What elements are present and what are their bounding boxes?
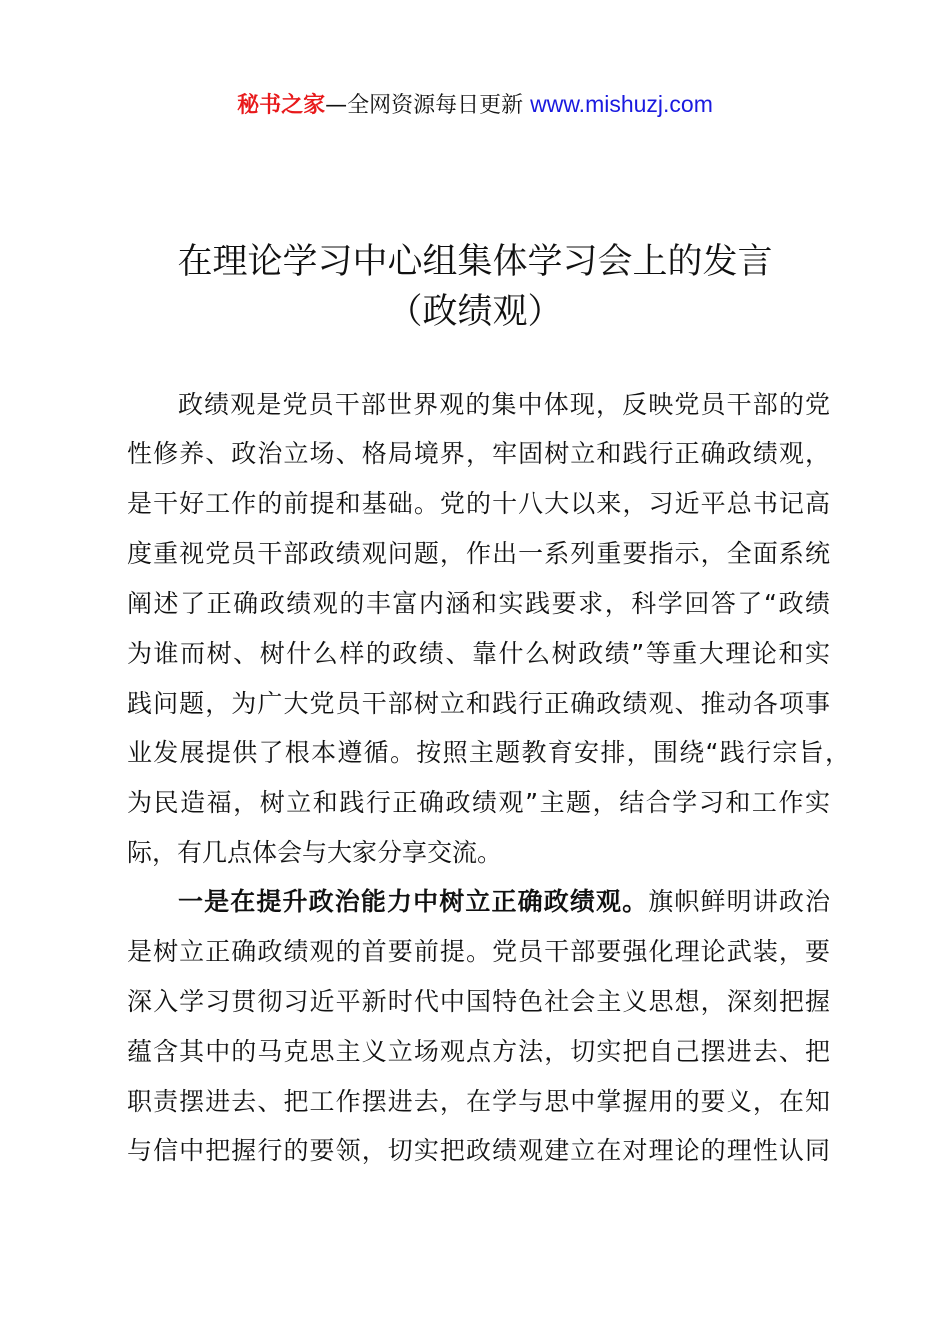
text-line: 践问题，为广大党员干部树立和践行正确政绩观、推动各项事 <box>127 689 830 718</box>
section-heading: 一是在提升政治能力中树立正确政绩观。 <box>178 887 649 916</box>
document-title: 在理论学习中心组集体学习会上的发言 <box>177 242 773 282</box>
text-span: 旗帜鲜明讲政治 <box>648 887 830 916</box>
text-line: 职责摆进去、把工作摆进去，在学与思中掌握用的要义，在知 <box>127 1087 830 1116</box>
text-line: 深入学习贯彻习近平新时代中国特色社会主义思想，深刻把握 <box>127 987 830 1016</box>
site-url-link[interactable]: www.mishuzj.com <box>530 91 713 117</box>
text-line: 蕴含其中的马克思主义立场观点方法，切实把自己摆进去、把 <box>127 1037 830 1066</box>
header-slogan: —全网资源每日更新 <box>325 93 531 118</box>
text-line: 政绩观是党员干部世界观的集中体现，反映党员干部的党 <box>178 390 830 419</box>
text-line: 度重视党员干部政绩观问题，作出一系列重要指示，全面系统 <box>127 539 830 568</box>
text-line: 阐述了正确政绩观的丰富内涵和实践要求，科学回答了“政绩 <box>127 589 830 618</box>
text-line: 是干好工作的前提和基础。党的十八大以来，习近平总书记高 <box>127 489 830 518</box>
text-line: 为民造福，树立和践行正确政绩观”主题，结合学习和工作实 <box>127 788 830 817</box>
text-line: 与信中把握行的要领，切实把政绩观建立在对理论的理性认同 <box>127 1136 830 1165</box>
text-line: 性修养、政治立场、格局境界，牢固树立和践行正确政绩观， <box>127 439 830 468</box>
brand-name: 秘书之家 <box>237 93 326 118</box>
text-line: 是树立正确政绩观的首要前提。党员干部要强化理论武装，要 <box>127 937 830 966</box>
site-header <box>0 88 950 119</box>
document-subtitle: （政绩观） <box>387 292 563 332</box>
text-line: 业发展提供了根本遵循。按照主题教育安排，围绕“践行宗旨， <box>127 738 850 767</box>
text-line: 际，有几点体会与大家分享交流。 <box>127 838 503 867</box>
text-line <box>178 887 830 917</box>
text-line: 为谁而树、树什么样的政绩、靠什么树政绩”等重大理论和实 <box>127 639 830 668</box>
